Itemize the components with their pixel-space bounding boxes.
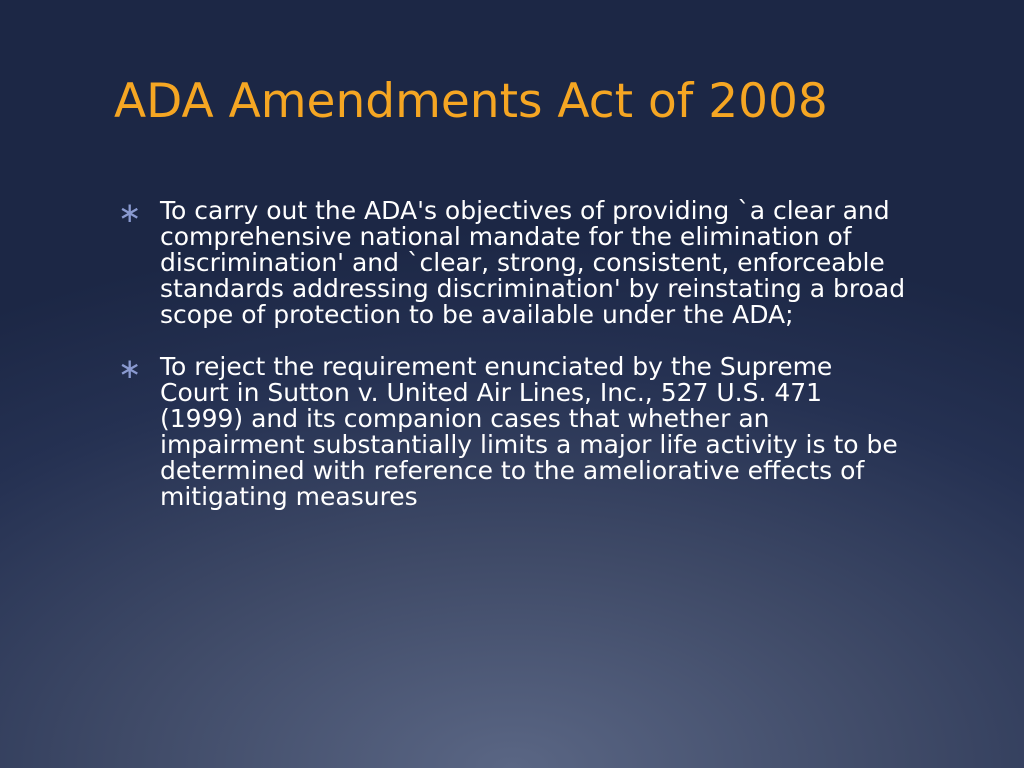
asterisk-bullet-icon: ∗ xyxy=(118,352,142,385)
bullet-list xyxy=(118,198,908,536)
slide-title: ADA Amendments Act of 2008 xyxy=(114,74,828,129)
bullet-text-2: To reject the requirement enunciated by the Supreme Court in Sutton v. United Air Lines, Inc., 527 U.S. 471 (1999) and its companion cases that whether an impairment substantially limits a major life activity is to be determined with reference to the ameliorative effects of mitigating measures xyxy=(160,352,898,511)
bullet-text-1: To carry out the ADA's objectives of providing `a clear and comprehensive national mandate for the elimination of discrimination' and `clear, strong, consistent, enforceable standards addressing discrimination' by reinstating a broad scope of protection to be available under the ADA; xyxy=(160,196,906,329)
asterisk-bullet-icon: ∗ xyxy=(118,196,142,229)
bullet-item-1 xyxy=(118,198,908,328)
bullet-item-2 xyxy=(118,354,908,510)
